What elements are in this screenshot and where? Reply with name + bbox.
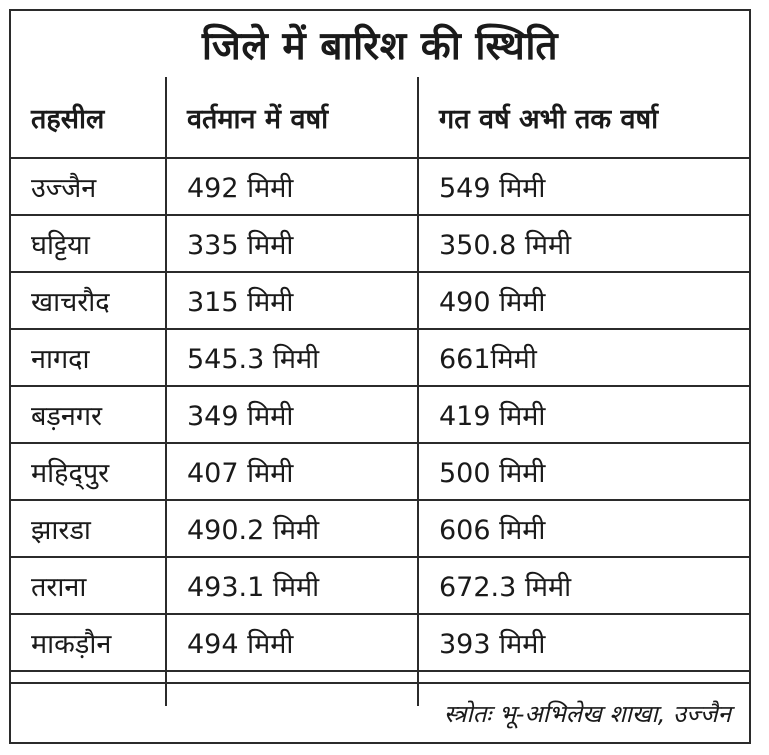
- current-rainfall-cell: 407 मिमी: [166, 443, 418, 500]
- tehsil-cell: झारडा: [11, 500, 166, 557]
- tehsil-cell: तराना: [11, 557, 166, 614]
- tehsil-cell: बड़नगर: [11, 386, 166, 443]
- current-rainfall-cell: 315 मिमी: [166, 272, 418, 329]
- column-header-current-rainfall: वर्तमान में वर्षा: [166, 77, 418, 158]
- table-row: [11, 272, 749, 329]
- table-title: जिले में बारिश की स्थिति: [201, 23, 559, 69]
- last-year-rainfall-cell: 350.8 मिमी: [418, 215, 749, 272]
- table-row: [11, 215, 749, 272]
- last-year-rainfall-cell: 500 मिमी: [418, 443, 749, 500]
- current-rainfall-cell: 493.1 मिमी: [166, 557, 418, 614]
- table-row: [11, 443, 749, 500]
- tehsil-cell: महिद्पुर: [11, 443, 166, 500]
- table-row: [11, 329, 749, 386]
- last-year-rainfall-cell: 549 मिमी: [418, 158, 749, 215]
- column-header-last-year-rainfall: गत वर्ष अभी तक वर्षा: [418, 77, 749, 158]
- last-year-rainfall-cell: 490 मिमी: [418, 272, 749, 329]
- current-rainfall-cell: 492 मिमी: [166, 158, 418, 215]
- table-row: [11, 557, 749, 614]
- source-note: [11, 682, 749, 742]
- tehsil-cell: खाचरौद: [11, 272, 166, 329]
- tehsil-cell: उज्जैन: [31, 173, 97, 204]
- current-rainfall-cell: 494 मिमी: [166, 614, 418, 671]
- tehsil-cell: माकड़ौन: [11, 614, 166, 671]
- tehsil-cell: घट्टिया: [11, 215, 166, 272]
- column-header-tehsil: तहसील: [11, 77, 166, 158]
- rainfall-table-card: [9, 9, 751, 744]
- last-year-rainfall-cell: 672.3 मिमी: [418, 557, 749, 614]
- current-rainfall-cell: 349 मिमी: [166, 386, 418, 443]
- last-year-rainfall-cell: 606 मिमी: [418, 500, 749, 557]
- source-text: स्त्रोतः भू-अभिलेख शाखा, उज्जैन: [443, 699, 731, 728]
- table-row: [11, 386, 749, 443]
- last-year-rainfall-cell: 419 मिमी: [418, 386, 749, 443]
- rainfall-table: [11, 77, 749, 706]
- header-row: [11, 77, 749, 158]
- tehsil-cell: नागदा: [11, 329, 166, 386]
- last-year-rainfall-cell: 661मिमी: [418, 329, 749, 386]
- table-row: [11, 500, 749, 557]
- current-rainfall-cell: 490.2 मिमी: [166, 500, 418, 557]
- table-row: [11, 614, 749, 671]
- current-rainfall-cell: 335 मिमी: [166, 215, 418, 272]
- table-row: [11, 158, 749, 215]
- current-rainfall-cell: 545.3 मिमी: [166, 329, 418, 386]
- last-year-rainfall-cell: 393 मिमी: [418, 614, 749, 671]
